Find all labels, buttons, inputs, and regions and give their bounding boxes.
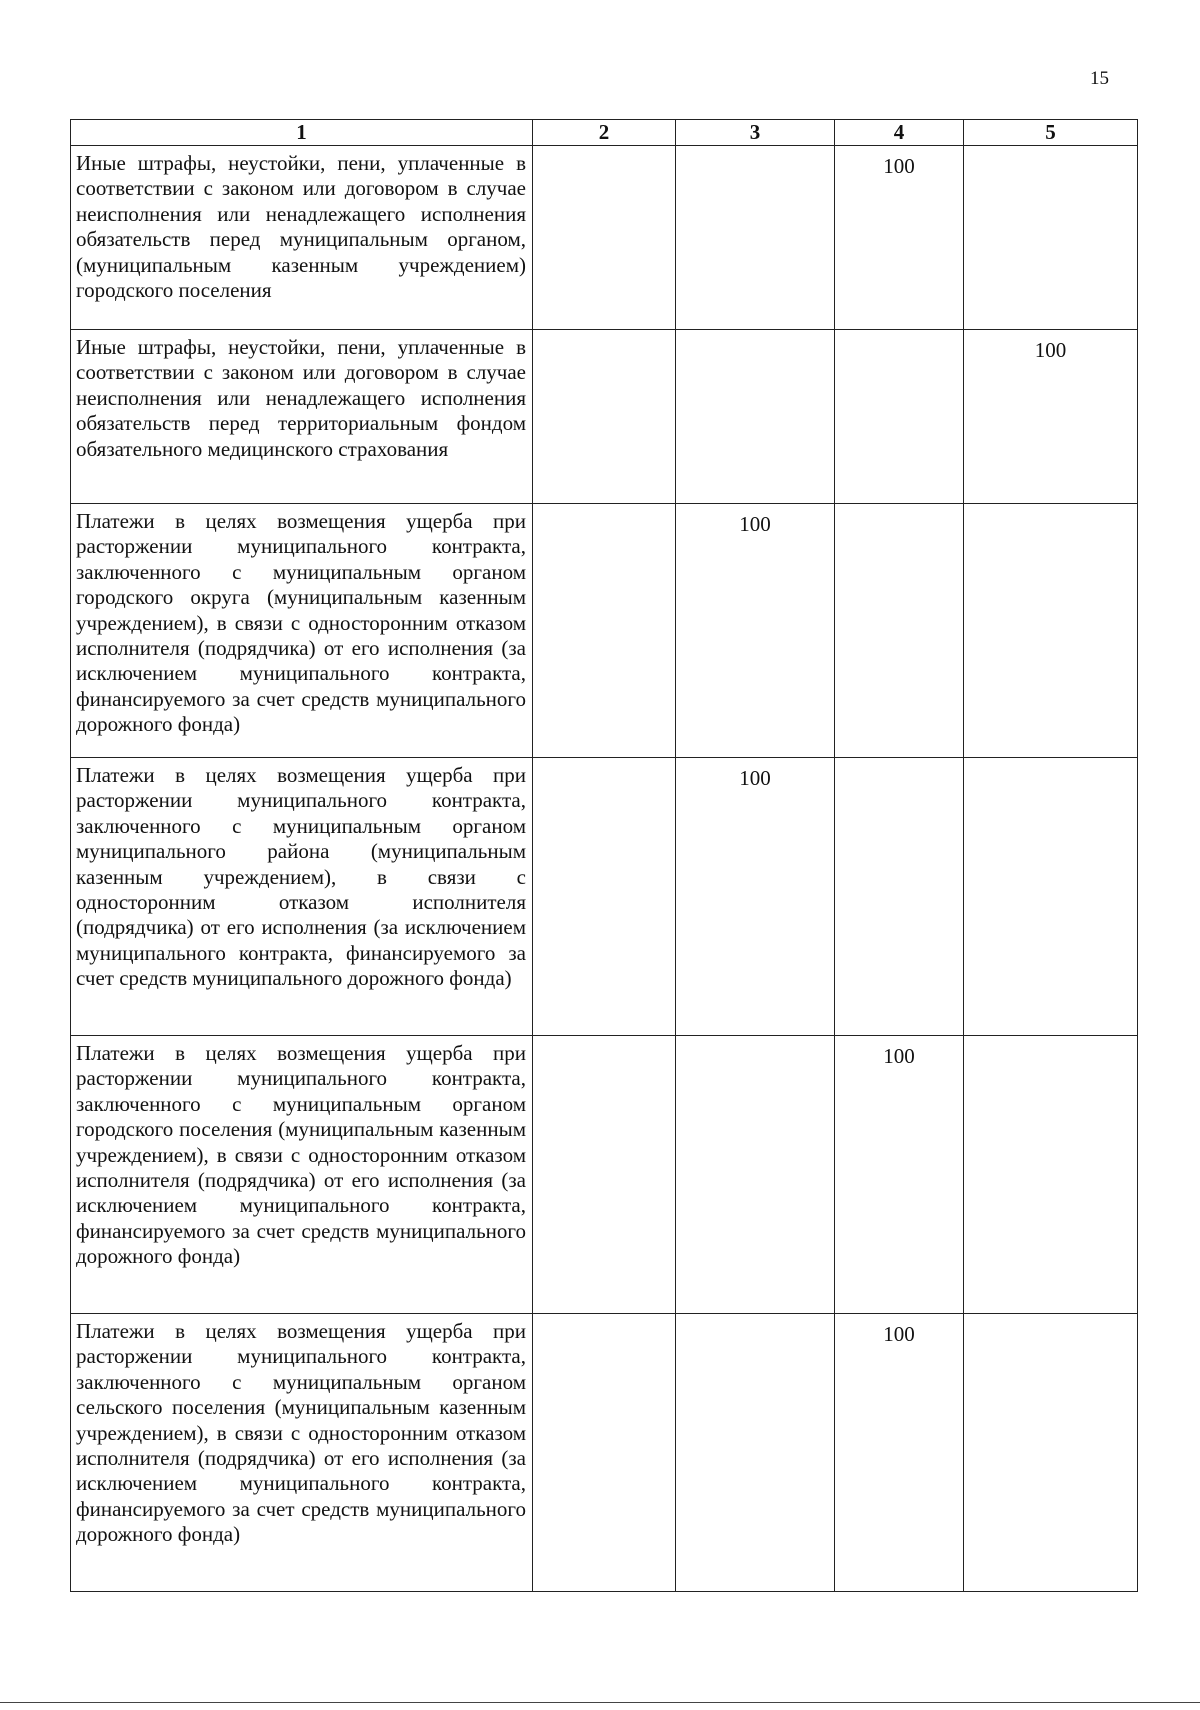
row-value-col3: [676, 146, 835, 330]
row-value-col4: [835, 758, 964, 1036]
page-number: 15: [1090, 68, 1109, 89]
row-value-col5: [964, 758, 1138, 1036]
row-value-col4: 100: [835, 146, 964, 330]
row-value-col2: [533, 1036, 676, 1314]
row-value-col3: 100: [676, 504, 835, 758]
table-row: [71, 330, 1138, 504]
column-header-4: 4: [835, 120, 964, 146]
column-header-3: 3: [676, 120, 835, 146]
table-header-row: [71, 120, 1138, 146]
table-row: [71, 1036, 1138, 1314]
row-value-col3: [676, 1314, 835, 1592]
row-value-col5: [964, 146, 1138, 330]
row-value-col2: [533, 146, 676, 330]
row-description: Платежи в целях возмещения ущерба при расторжении муниципального контракта, заключенного с муниципальным органом городского поселения (муниципальным казенным учреждением), в связи с односторонним отказом исполнителя (подрядчика) от его исполнения (за исключением муниципального контракта, финансируемого за счет средств муниципального дорожного фонда): [71, 1036, 533, 1314]
table-row: [71, 504, 1138, 758]
row-description: Платежи в целях возмещения ущерба при расторжении муниципального контракта, заключенного с муниципальным органом городского округа (муниципальным казенным учреждением), в связи с односторонним отказом исполнителя (подрядчика) от его исполнения (за исключением муниципального контракта, финансируемого за счет средств муниципального дорожного фонда): [71, 504, 533, 758]
row-value-col3: [676, 330, 835, 504]
table-row: [71, 1314, 1138, 1592]
row-value-col3: 100: [676, 758, 835, 1036]
row-description: Платежи в целях возмещения ущерба при расторжении муниципального контракта, заключенного с муниципальным органом сельского поселения (муниципальным казенным учреждением), в связи с односторонним отказом исполнителя (подрядчика) от его исполнения (за исключением муниципального контракта, финансируемого за счет средств муниципального дорожного фонда): [71, 1314, 533, 1592]
distribution-table: [70, 119, 1138, 1592]
row-value-col2: [533, 504, 676, 758]
row-value-col2: [533, 1314, 676, 1592]
row-value-col2: [533, 330, 676, 504]
column-header-1: 1: [71, 120, 533, 146]
row-value-col4: [835, 330, 964, 504]
row-value-col5: [964, 1314, 1138, 1592]
column-header-2: 2: [533, 120, 676, 146]
row-description: Платежи в целях возмещения ущерба при расторжении муниципального контракта, заключенного с муниципальным органом муниципального района (муниципальным казенным учреждением), в связи с односторонним отказом исполнителя (подрядчика) от его исполнения (за исключением муниципального контракта, финансируемого за счет средств муниципального дорожного фонда): [71, 758, 533, 1036]
row-value-col5: 100: [964, 330, 1138, 504]
row-description: Иные штрафы, неустойки, пени, уплаченные в соответствии с законом или договором в случае неисполнения или ненадлежащего исполнения обязательств перед территориальным фондом обязательного медицинского страхования: [71, 330, 533, 504]
row-value-col5: [964, 504, 1138, 758]
row-value-col5: [964, 1036, 1138, 1314]
table-row: [71, 146, 1138, 330]
table-row: [71, 758, 1138, 1036]
row-value-col3: [676, 1036, 835, 1314]
row-value-col4: 100: [835, 1314, 964, 1592]
row-value-col4: [835, 504, 964, 758]
row-value-col2: [533, 758, 676, 1036]
scan-bottom-edge: [0, 1702, 1200, 1703]
row-description: Иные штрафы, неустойки, пени, уплаченные в соответствии с законом или договором в случае неисполнения или ненадлежащего исполнения обязательств перед муниципальным органом, (муниципальным казенным учреждением) городского поселения: [71, 146, 533, 330]
column-header-5: 5: [964, 120, 1138, 146]
row-value-col4: 100: [835, 1036, 964, 1314]
